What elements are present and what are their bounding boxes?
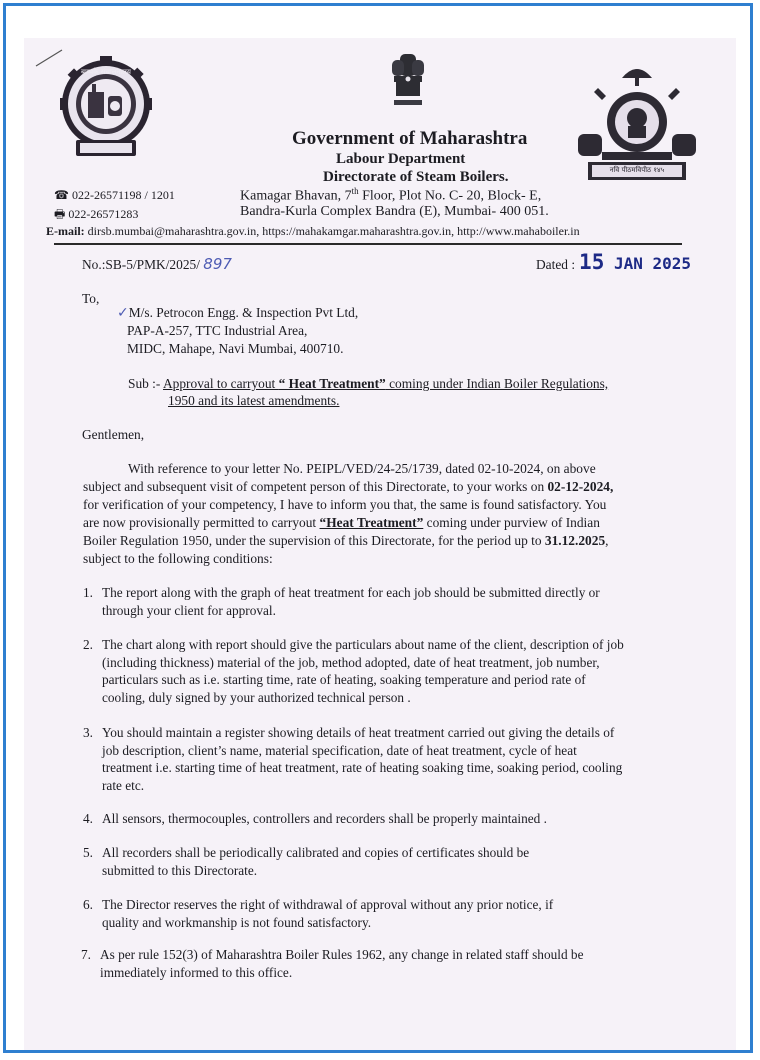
- email-line: E-mail: dirsb.mumbai@maharashtra.gov.in, https://mahakamgar.maharashtra.gov.in, http://www.mahaboiler.in: [46, 224, 580, 238]
- fax-icon: 🖶: [54, 207, 66, 221]
- letter-page: बाष्पके संचालनालय नवि पीठमविपीठ १४५ Government of Maharashtra Labour Department Directorate of Steam Boilers. ☎ 022-26571198 / 1201 🖶 022-26571283 Kamagar Bhavan, 7th Floor, Plot No. C- 20, Block- E, Bandra-Kurla Complex Bandra (E), Mumbai- 400 051. E-mail: dirsb.mumbai@maharashtra.gov.in, https://mahakamgar.maharashtra.gov.in, http://www.mahaboiler.in No.:SB-5/PMK/2025/ 897 Dated : 15 JAN 2025 To, ✓M/s. Petrocon Engg. & Inspection Pvt Ltd, PAP-A-257, TTC Industrial Area, MIDC, Mahape, Navi Mumbai, 400710. Sub :- Approval to carryout “ Heat Treatment” coming under Indian Boiler Regulations, 1950 and its latest amendments. Gentlemen, With reference to your letter No. PEIPL/VED/24-25/1739, dated 02-10-2024, on above subject and subsequent visit of competent person of this Directorate, to your works on 02-12-2024, for verification of your competency, I have to inform you that, the same is found satisfactory. You are now provisionally permitted to carryout “Heat Treatment” coming under purview of Indian Boiler Regulation 1950, under the supervision of this Directorate, for the period up to 31.12.2025, subject to the following conditions: 1. The report along with the graph of heat treatment for each job should be submitted directly or through your client for approval. 2. The chart along with report should give the particulars about name of the client, description of job (including thickness) material of the job, method adopted, date of heat treatment, job number, particulars such as i.e. starting time, rate of heating, soaking temperature and period rate of cooling, duly signed by your authorized technical person . 3. You should maintain a register showing details of heat treatment carried out giving the details of job description, client’s name, material specification, date of heat treatment, cycle of heat treatment i.e. starting time of heat treatment, rate of heating soaking time, soaking period, cooling rate etc. 4. All sensors, thermocouples, controllers and recorders shall be properly maintained . 5. All recorders shall be periodically calibrated and copies of certificates should be submitted to this Directorate. 6. The Director reserves the right of withdrawal of approval without any prior notice, if quality and workmanship is not found satisfactory. 7. As per rule 152(3) of Maharashtra Boiler Rules 1962, any change in related staff should be immediately informed to this office.: [24, 38, 736, 1050]
- state-emblem-icon: [386, 50, 430, 112]
- phone-number: 022-26571198 / 1201: [71, 188, 175, 202]
- address-line-2: Bandra-Kurla Complex Bandra (E), Mumbai- 400 051.: [240, 204, 549, 219]
- body-line-2: subject and subsequent visit of competent person of this Directorate, to your works on 02-12-2024,: [83, 479, 614, 494]
- tick-mark-icon: ✓: [117, 305, 129, 321]
- body-line-4: are now provisionally permitted to carryout “Heat Treatment” coming under purview of Indian: [83, 515, 600, 530]
- addressee-line-1: ✓M/s. Petrocon Engg. & Inspection Pvt Ltd,: [117, 305, 359, 321]
- phone-line: [54, 188, 175, 203]
- reference-number: No.:SB-5/PMK/2025/ 897: [82, 255, 232, 273]
- body-line-1: With reference to your letter No. PEIPL/VED/24-25/1739, dated 02-10-2024, on above: [128, 461, 596, 476]
- subject-line-2: 1950 and its latest amendments.: [168, 393, 340, 408]
- address-line-1: Kamagar Bhavan, 7th Floor, Plot No. C- 20, Block- E,: [240, 186, 542, 204]
- government-title: Government of Maharashtra: [292, 128, 528, 149]
- body-line-5: Boiler Regulation 1950, under the supervision of this Directorate, for the period up to 31.12.2025,: [83, 533, 609, 548]
- maharashtra-seal-icon: [572, 60, 702, 190]
- directorate-name: Directorate of Steam Boilers.: [323, 169, 509, 185]
- directorate-emblem-icon: [58, 54, 154, 164]
- addressee-line-2: PAP-A-257, TTC Industrial Area,: [127, 323, 308, 338]
- body-line-6: subject to the following conditions:: [83, 551, 273, 566]
- to-label: To,: [82, 291, 100, 306]
- department-name: Labour Department: [336, 151, 466, 167]
- handwritten-number: 897: [203, 255, 232, 273]
- date-block: Dated : 15 JAN 2025: [536, 250, 692, 274]
- salutation: Gentlemen,: [82, 427, 145, 442]
- seal-caption: नवि पीठमविपीठ १४५: [609, 166, 665, 174]
- emblem-caption: बाष्पके संचालनालय: [81, 68, 131, 76]
- phone-icon: ☎: [54, 188, 69, 202]
- addressee-line-3: MIDC, Mahape, Navi Mumbai, 400710.: [127, 341, 344, 356]
- header-divider: [54, 243, 682, 245]
- body-line-3: for verification of your competency, I have to inform you that, the same is found satisfactory. You: [83, 497, 607, 512]
- fax-line: [54, 205, 138, 226]
- fax-number: 022-26571283: [68, 207, 139, 221]
- date-stamp: 15 JAN 2025: [579, 250, 692, 274]
- subject-line-1: Sub :- Approval to carryout “ Heat Treatment” coming under Indian Boiler Regulations,: [128, 376, 609, 391]
